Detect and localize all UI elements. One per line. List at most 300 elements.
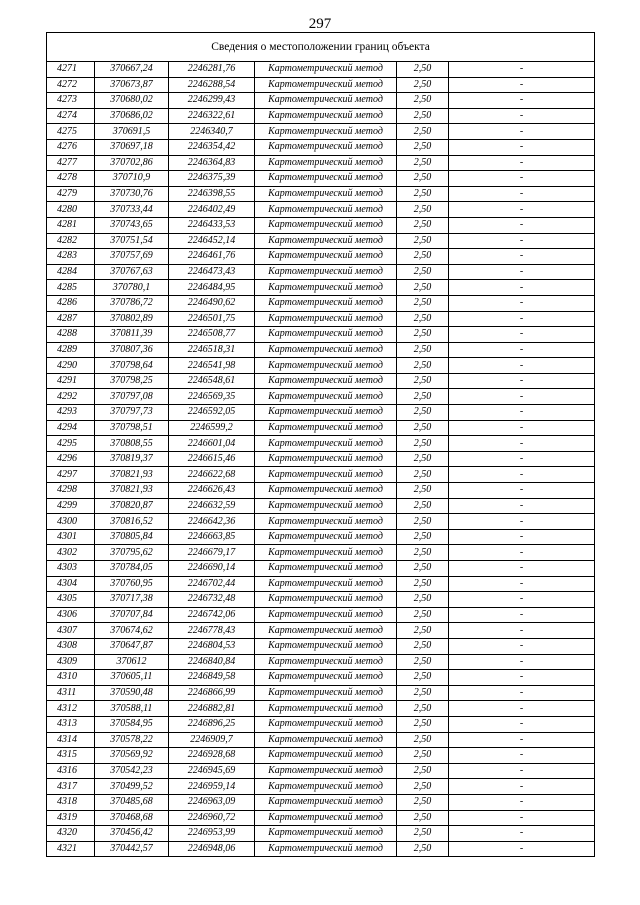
accuracy-cell: 2,50 bbox=[397, 202, 449, 218]
table-row bbox=[47, 779, 595, 795]
y-coordinate-cell: 2246508,77 bbox=[169, 327, 255, 343]
description-cell: - bbox=[449, 561, 595, 577]
table-row bbox=[47, 358, 595, 374]
point-number-cell: 4287 bbox=[47, 311, 95, 327]
method-cell: Картометрический метод bbox=[255, 670, 397, 686]
accuracy-cell: 2,50 bbox=[397, 576, 449, 592]
method-cell: Картометрический метод bbox=[255, 202, 397, 218]
method-cell: Картометрический метод bbox=[255, 139, 397, 155]
accuracy-cell: 2,50 bbox=[397, 389, 449, 405]
x-coordinate-cell: 370820,87 bbox=[95, 498, 169, 514]
accuracy-cell: 2,50 bbox=[397, 810, 449, 826]
point-number-cell: 4281 bbox=[47, 217, 95, 233]
accuracy-cell: 2,50 bbox=[397, 623, 449, 639]
x-coordinate-cell: 370605,11 bbox=[95, 670, 169, 686]
point-number-cell: 4283 bbox=[47, 249, 95, 265]
point-number-cell: 4296 bbox=[47, 451, 95, 467]
table-row bbox=[47, 716, 595, 732]
description-cell: - bbox=[449, 592, 595, 608]
accuracy-cell: 2,50 bbox=[397, 264, 449, 280]
accuracy-cell: 2,50 bbox=[397, 233, 449, 249]
point-number-cell: 4314 bbox=[47, 732, 95, 748]
accuracy-cell: 2,50 bbox=[397, 748, 449, 764]
point-number-cell: 4279 bbox=[47, 186, 95, 202]
method-cell: Картометрический метод bbox=[255, 233, 397, 249]
x-coordinate-cell: 370702,86 bbox=[95, 155, 169, 171]
method-cell: Картометрический метод bbox=[255, 467, 397, 483]
point-number-cell: 4321 bbox=[47, 841, 95, 857]
description-cell: - bbox=[449, 623, 595, 639]
point-number-cell: 4311 bbox=[47, 685, 95, 701]
table-row bbox=[47, 62, 595, 78]
y-coordinate-cell: 2246452,14 bbox=[169, 233, 255, 249]
x-coordinate-cell: 370588,11 bbox=[95, 701, 169, 717]
table-row bbox=[47, 732, 595, 748]
table-row bbox=[47, 436, 595, 452]
description-cell: - bbox=[449, 498, 595, 514]
x-coordinate-cell: 370680,02 bbox=[95, 93, 169, 109]
description-cell: - bbox=[449, 685, 595, 701]
description-cell: - bbox=[449, 826, 595, 842]
y-coordinate-cell: 2246963,09 bbox=[169, 794, 255, 810]
method-cell: Картометрический метод bbox=[255, 685, 397, 701]
table-row bbox=[47, 233, 595, 249]
method-cell: Картометрический метод bbox=[255, 186, 397, 202]
y-coordinate-cell: 2246518,31 bbox=[169, 342, 255, 358]
method-cell: Картометрический метод bbox=[255, 171, 397, 187]
x-coordinate-cell: 370674,62 bbox=[95, 623, 169, 639]
method-cell: Картометрический метод bbox=[255, 483, 397, 499]
x-coordinate-cell: 370612 bbox=[95, 654, 169, 670]
x-coordinate-cell: 370485,68 bbox=[95, 794, 169, 810]
table-row bbox=[47, 280, 595, 296]
y-coordinate-cell: 2246364,83 bbox=[169, 155, 255, 171]
x-coordinate-cell: 370584,95 bbox=[95, 716, 169, 732]
x-coordinate-cell: 370730,76 bbox=[95, 186, 169, 202]
point-number-cell: 4274 bbox=[47, 108, 95, 124]
y-coordinate-cell: 2246840,84 bbox=[169, 654, 255, 670]
x-coordinate-cell: 370707,84 bbox=[95, 607, 169, 623]
point-number-cell: 4289 bbox=[47, 342, 95, 358]
x-coordinate-cell: 370798,51 bbox=[95, 420, 169, 436]
y-coordinate-cell: 2246569,35 bbox=[169, 389, 255, 405]
method-cell: Картометрический метод bbox=[255, 514, 397, 530]
point-number-cell: 4285 bbox=[47, 280, 95, 296]
y-coordinate-cell: 2246663,85 bbox=[169, 529, 255, 545]
y-coordinate-cell: 2246960,72 bbox=[169, 810, 255, 826]
accuracy-cell: 2,50 bbox=[397, 327, 449, 343]
method-cell: Картометрический метод bbox=[255, 561, 397, 577]
y-coordinate-cell: 2246702,44 bbox=[169, 576, 255, 592]
point-number-cell: 4294 bbox=[47, 420, 95, 436]
table-row bbox=[47, 654, 595, 670]
method-cell: Картометрический метод bbox=[255, 405, 397, 421]
x-coordinate-cell: 370647,87 bbox=[95, 638, 169, 654]
method-cell: Картометрический метод bbox=[255, 623, 397, 639]
point-number-cell: 4271 bbox=[47, 62, 95, 78]
point-number-cell: 4277 bbox=[47, 155, 95, 171]
description-cell: - bbox=[449, 436, 595, 452]
description-cell: - bbox=[449, 810, 595, 826]
point-number-cell: 4316 bbox=[47, 763, 95, 779]
x-coordinate-cell: 370743,65 bbox=[95, 217, 169, 233]
y-coordinate-cell: 2246592,05 bbox=[169, 405, 255, 421]
accuracy-cell: 2,50 bbox=[397, 342, 449, 358]
table-row bbox=[47, 77, 595, 93]
x-coordinate-cell: 370751,54 bbox=[95, 233, 169, 249]
point-number-cell: 4278 bbox=[47, 171, 95, 187]
table-row bbox=[47, 217, 595, 233]
x-coordinate-cell: 370811,39 bbox=[95, 327, 169, 343]
table-row bbox=[47, 108, 595, 124]
accuracy-cell: 2,50 bbox=[397, 405, 449, 421]
description-cell: - bbox=[449, 716, 595, 732]
accuracy-cell: 2,50 bbox=[397, 685, 449, 701]
y-coordinate-cell: 2246945,69 bbox=[169, 763, 255, 779]
method-cell: Картометрический метод bbox=[255, 93, 397, 109]
table-row bbox=[47, 826, 595, 842]
x-coordinate-cell: 370795,62 bbox=[95, 545, 169, 561]
y-coordinate-cell: 2246909,7 bbox=[169, 732, 255, 748]
method-cell: Картометрический метод bbox=[255, 592, 397, 608]
x-coordinate-cell: 370757,69 bbox=[95, 249, 169, 265]
table-row bbox=[47, 93, 595, 109]
accuracy-cell: 2,50 bbox=[397, 779, 449, 795]
description-cell: - bbox=[449, 327, 595, 343]
description-cell: - bbox=[449, 202, 595, 218]
point-number-cell: 4284 bbox=[47, 264, 95, 280]
y-coordinate-cell: 2246632,59 bbox=[169, 498, 255, 514]
y-coordinate-cell: 2246778,43 bbox=[169, 623, 255, 639]
accuracy-cell: 2,50 bbox=[397, 592, 449, 608]
y-coordinate-cell: 2246375,39 bbox=[169, 171, 255, 187]
y-coordinate-cell: 2246896,25 bbox=[169, 716, 255, 732]
accuracy-cell: 2,50 bbox=[397, 529, 449, 545]
table-row bbox=[47, 342, 595, 358]
point-number-cell: 4306 bbox=[47, 607, 95, 623]
y-coordinate-cell: 2246959,14 bbox=[169, 779, 255, 795]
method-cell: Картометрический метод bbox=[255, 217, 397, 233]
table-row bbox=[47, 607, 595, 623]
y-coordinate-cell: 2246732,48 bbox=[169, 592, 255, 608]
y-coordinate-cell: 2246473,43 bbox=[169, 264, 255, 280]
method-cell: Картометрический метод bbox=[255, 77, 397, 93]
table-row bbox=[47, 763, 595, 779]
method-cell: Картометрический метод bbox=[255, 358, 397, 374]
description-cell: - bbox=[449, 451, 595, 467]
table-row bbox=[47, 810, 595, 826]
point-number-cell: 4295 bbox=[47, 436, 95, 452]
point-number-cell: 4280 bbox=[47, 202, 95, 218]
y-coordinate-cell: 2246541,98 bbox=[169, 358, 255, 374]
x-coordinate-cell: 370816,52 bbox=[95, 514, 169, 530]
x-coordinate-cell: 370686,02 bbox=[95, 108, 169, 124]
point-number-cell: 4293 bbox=[47, 405, 95, 421]
y-coordinate-cell: 2246501,75 bbox=[169, 311, 255, 327]
description-cell: - bbox=[449, 62, 595, 78]
accuracy-cell: 2,50 bbox=[397, 701, 449, 717]
point-number-cell: 4317 bbox=[47, 779, 95, 795]
point-number-cell: 4275 bbox=[47, 124, 95, 140]
y-coordinate-cell: 2246742,06 bbox=[169, 607, 255, 623]
y-coordinate-cell: 2246882,81 bbox=[169, 701, 255, 717]
point-number-cell: 4286 bbox=[47, 295, 95, 311]
point-number-cell: 4318 bbox=[47, 794, 95, 810]
method-cell: Картометрический метод bbox=[255, 342, 397, 358]
x-coordinate-cell: 370710,9 bbox=[95, 171, 169, 187]
accuracy-cell: 2,50 bbox=[397, 420, 449, 436]
method-cell: Картометрический метод bbox=[255, 763, 397, 779]
table-row bbox=[47, 483, 595, 499]
y-coordinate-cell: 2246928,68 bbox=[169, 748, 255, 764]
x-coordinate-cell: 370808,55 bbox=[95, 436, 169, 452]
method-cell: Картометрический метод bbox=[255, 451, 397, 467]
method-cell: Картометрический метод bbox=[255, 373, 397, 389]
method-cell: Картометрический метод bbox=[255, 654, 397, 670]
description-cell: - bbox=[449, 405, 595, 421]
table-row bbox=[47, 748, 595, 764]
accuracy-cell: 2,50 bbox=[397, 295, 449, 311]
method-cell: Картометрический метод bbox=[255, 124, 397, 140]
accuracy-cell: 2,50 bbox=[397, 638, 449, 654]
boundary-coordinates-table bbox=[46, 32, 595, 857]
table-row bbox=[47, 249, 595, 265]
point-number-cell: 4304 bbox=[47, 576, 95, 592]
description-cell: - bbox=[449, 483, 595, 499]
description-cell: - bbox=[449, 93, 595, 109]
x-coordinate-cell: 370767,63 bbox=[95, 264, 169, 280]
method-cell: Картометрический метод bbox=[255, 826, 397, 842]
point-number-cell: 4312 bbox=[47, 701, 95, 717]
description-cell: - bbox=[449, 545, 595, 561]
x-coordinate-cell: 370468,68 bbox=[95, 810, 169, 826]
x-coordinate-cell: 370499,52 bbox=[95, 779, 169, 795]
method-cell: Картометрический метод bbox=[255, 264, 397, 280]
table-row bbox=[47, 638, 595, 654]
x-coordinate-cell: 370569,92 bbox=[95, 748, 169, 764]
method-cell: Картометрический метод bbox=[255, 280, 397, 296]
accuracy-cell: 2,50 bbox=[397, 155, 449, 171]
page-number: 297 bbox=[308, 16, 332, 32]
description-cell: - bbox=[449, 249, 595, 265]
y-coordinate-cell: 2246490,62 bbox=[169, 295, 255, 311]
method-cell: Картометрический метод bbox=[255, 732, 397, 748]
table-body bbox=[47, 62, 595, 857]
description-cell: - bbox=[449, 670, 595, 686]
y-coordinate-cell: 2246849,58 bbox=[169, 670, 255, 686]
description-cell: - bbox=[449, 576, 595, 592]
table-row bbox=[47, 561, 595, 577]
accuracy-cell: 2,50 bbox=[397, 467, 449, 483]
y-coordinate-cell: 2246804,53 bbox=[169, 638, 255, 654]
point-number-cell: 4307 bbox=[47, 623, 95, 639]
table-row bbox=[47, 295, 595, 311]
y-coordinate-cell: 2246402,49 bbox=[169, 202, 255, 218]
table-row bbox=[47, 701, 595, 717]
x-coordinate-cell: 370456,42 bbox=[95, 826, 169, 842]
accuracy-cell: 2,50 bbox=[397, 514, 449, 530]
method-cell: Картометрический метод bbox=[255, 748, 397, 764]
point-number-cell: 4310 bbox=[47, 670, 95, 686]
accuracy-cell: 2,50 bbox=[397, 249, 449, 265]
description-cell: - bbox=[449, 763, 595, 779]
method-cell: Картометрический метод bbox=[255, 155, 397, 171]
description-cell: - bbox=[449, 264, 595, 280]
method-cell: Картометрический метод bbox=[255, 607, 397, 623]
x-coordinate-cell: 370673,87 bbox=[95, 77, 169, 93]
x-coordinate-cell: 370578,22 bbox=[95, 732, 169, 748]
point-number-cell: 4308 bbox=[47, 638, 95, 654]
point-number-cell: 4276 bbox=[47, 139, 95, 155]
method-cell: Картометрический метод bbox=[255, 794, 397, 810]
description-cell: - bbox=[449, 358, 595, 374]
accuracy-cell: 2,50 bbox=[397, 498, 449, 514]
accuracy-cell: 2,50 bbox=[397, 139, 449, 155]
table-row bbox=[47, 529, 595, 545]
table-row bbox=[47, 139, 595, 155]
table-row bbox=[47, 311, 595, 327]
method-cell: Картометрический метод bbox=[255, 810, 397, 826]
y-coordinate-cell: 2246281,76 bbox=[169, 62, 255, 78]
y-coordinate-cell: 2246340,7 bbox=[169, 124, 255, 140]
method-cell: Картометрический метод bbox=[255, 779, 397, 795]
x-coordinate-cell: 370667,24 bbox=[95, 62, 169, 78]
point-number-cell: 4301 bbox=[47, 529, 95, 545]
table-row bbox=[47, 467, 595, 483]
x-coordinate-cell: 370717,38 bbox=[95, 592, 169, 608]
method-cell: Картометрический метод bbox=[255, 841, 397, 857]
point-number-cell: 4299 bbox=[47, 498, 95, 514]
x-coordinate-cell: 370784,05 bbox=[95, 561, 169, 577]
x-coordinate-cell: 370805,84 bbox=[95, 529, 169, 545]
description-cell: - bbox=[449, 654, 595, 670]
point-number-cell: 4319 bbox=[47, 810, 95, 826]
point-number-cell: 4288 bbox=[47, 327, 95, 343]
table-row bbox=[47, 576, 595, 592]
accuracy-cell: 2,50 bbox=[397, 826, 449, 842]
y-coordinate-cell: 2246642,36 bbox=[169, 514, 255, 530]
point-number-cell: 4313 bbox=[47, 716, 95, 732]
description-cell: - bbox=[449, 77, 595, 93]
table-row bbox=[47, 545, 595, 561]
accuracy-cell: 2,50 bbox=[397, 108, 449, 124]
accuracy-cell: 2,50 bbox=[397, 280, 449, 296]
point-number-cell: 4302 bbox=[47, 545, 95, 561]
accuracy-cell: 2,50 bbox=[397, 93, 449, 109]
x-coordinate-cell: 370819,37 bbox=[95, 451, 169, 467]
x-coordinate-cell: 370797,73 bbox=[95, 405, 169, 421]
accuracy-cell: 2,50 bbox=[397, 186, 449, 202]
point-number-cell: 4273 bbox=[47, 93, 95, 109]
method-cell: Картометрический метод bbox=[255, 701, 397, 717]
table-row bbox=[47, 264, 595, 280]
method-cell: Картометрический метод bbox=[255, 498, 397, 514]
table-row bbox=[47, 124, 595, 140]
description-cell: - bbox=[449, 373, 595, 389]
table-row bbox=[47, 685, 595, 701]
table-row bbox=[47, 451, 595, 467]
x-coordinate-cell: 370442,57 bbox=[95, 841, 169, 857]
x-coordinate-cell: 370691,5 bbox=[95, 124, 169, 140]
description-cell: - bbox=[449, 638, 595, 654]
description-cell: - bbox=[449, 139, 595, 155]
method-cell: Картометрический метод bbox=[255, 327, 397, 343]
method-cell: Картометрический метод bbox=[255, 716, 397, 732]
description-cell: - bbox=[449, 732, 595, 748]
description-cell: - bbox=[449, 311, 595, 327]
description-cell: - bbox=[449, 233, 595, 249]
table-row bbox=[47, 171, 595, 187]
y-coordinate-cell: 2246690,14 bbox=[169, 561, 255, 577]
y-coordinate-cell: 2246354,42 bbox=[169, 139, 255, 155]
x-coordinate-cell: 370798,25 bbox=[95, 373, 169, 389]
description-cell: - bbox=[449, 748, 595, 764]
method-cell: Картометрический метод bbox=[255, 436, 397, 452]
accuracy-cell: 2,50 bbox=[397, 545, 449, 561]
description-cell: - bbox=[449, 280, 595, 296]
description-cell: - bbox=[449, 124, 595, 140]
table-row bbox=[47, 498, 595, 514]
description-cell: - bbox=[449, 186, 595, 202]
method-cell: Картометрический метод bbox=[255, 389, 397, 405]
description-cell: - bbox=[449, 155, 595, 171]
description-cell: - bbox=[449, 342, 595, 358]
y-coordinate-cell: 2246322,61 bbox=[169, 108, 255, 124]
point-number-cell: 4291 bbox=[47, 373, 95, 389]
method-cell: Картометрический метод bbox=[255, 295, 397, 311]
description-cell: - bbox=[449, 514, 595, 530]
description-cell: - bbox=[449, 420, 595, 436]
point-number-cell: 4305 bbox=[47, 592, 95, 608]
accuracy-cell: 2,50 bbox=[397, 77, 449, 93]
accuracy-cell: 2,50 bbox=[397, 732, 449, 748]
point-number-cell: 4315 bbox=[47, 748, 95, 764]
y-coordinate-cell: 2246288,54 bbox=[169, 77, 255, 93]
accuracy-cell: 2,50 bbox=[397, 670, 449, 686]
accuracy-cell: 2,50 bbox=[397, 171, 449, 187]
x-coordinate-cell: 370780,1 bbox=[95, 280, 169, 296]
accuracy-cell: 2,50 bbox=[397, 561, 449, 577]
table-row bbox=[47, 202, 595, 218]
y-coordinate-cell: 2246433,53 bbox=[169, 217, 255, 233]
x-coordinate-cell: 370821,93 bbox=[95, 483, 169, 499]
x-coordinate-cell: 370542,23 bbox=[95, 763, 169, 779]
accuracy-cell: 2,50 bbox=[397, 763, 449, 779]
y-coordinate-cell: 2246953,99 bbox=[169, 826, 255, 842]
table-row bbox=[47, 514, 595, 530]
method-cell: Картометрический метод bbox=[255, 62, 397, 78]
accuracy-cell: 2,50 bbox=[397, 654, 449, 670]
table-row bbox=[47, 420, 595, 436]
point-number-cell: 4320 bbox=[47, 826, 95, 842]
description-cell: - bbox=[449, 607, 595, 623]
y-coordinate-cell: 2246866,99 bbox=[169, 685, 255, 701]
description-cell: - bbox=[449, 217, 595, 233]
table-row bbox=[47, 373, 595, 389]
x-coordinate-cell: 370760,95 bbox=[95, 576, 169, 592]
description-cell: - bbox=[449, 467, 595, 483]
accuracy-cell: 2,50 bbox=[397, 794, 449, 810]
y-coordinate-cell: 2246299,43 bbox=[169, 93, 255, 109]
accuracy-cell: 2,50 bbox=[397, 373, 449, 389]
x-coordinate-cell: 370798,64 bbox=[95, 358, 169, 374]
method-cell: Картометрический метод bbox=[255, 545, 397, 561]
method-cell: Картометрический метод bbox=[255, 108, 397, 124]
accuracy-cell: 2,50 bbox=[397, 483, 449, 499]
y-coordinate-cell: 2246679,17 bbox=[169, 545, 255, 561]
point-number-cell: 4290 bbox=[47, 358, 95, 374]
y-coordinate-cell: 2246398,55 bbox=[169, 186, 255, 202]
